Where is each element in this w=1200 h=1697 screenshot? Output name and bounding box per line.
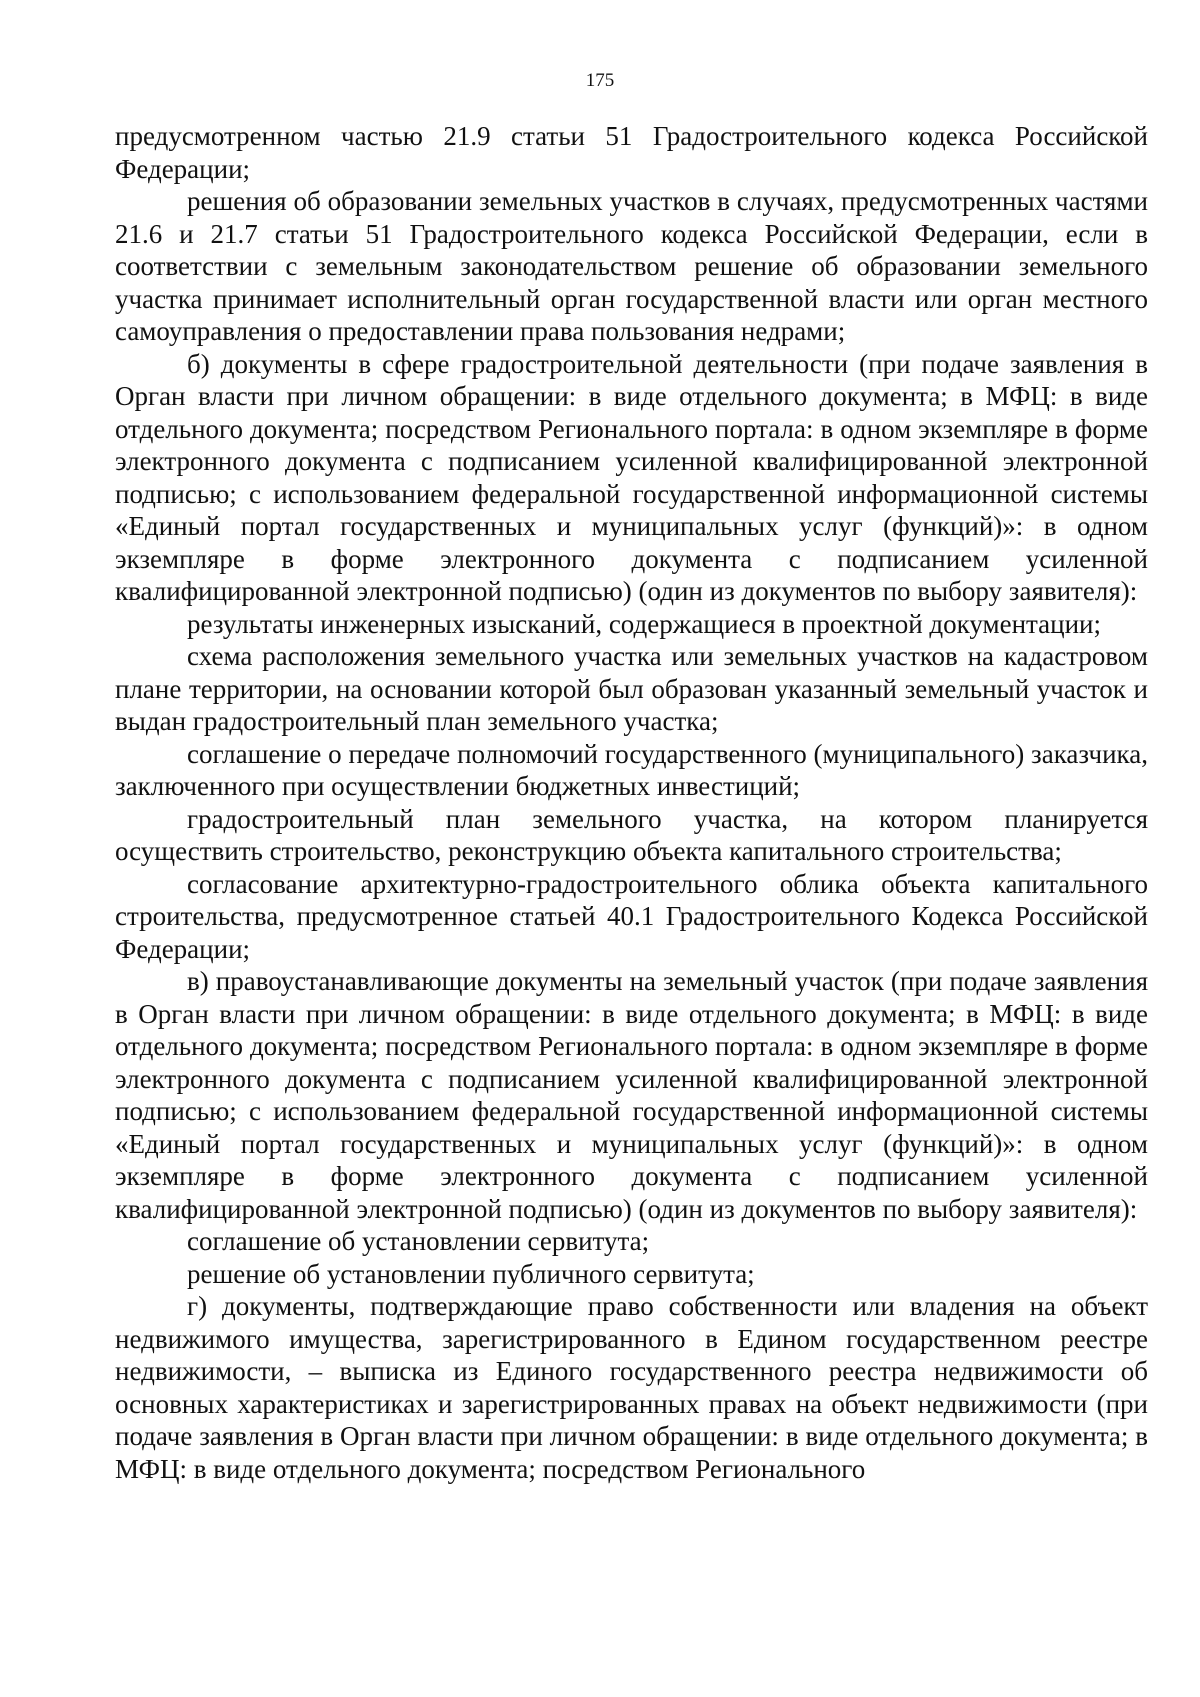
paragraph-engineering-surveys: результаты инженерных изысканий, содержащиеся в проектной документации; xyxy=(187,608,1102,639)
document-body xyxy=(115,120,1148,1485)
paragraph-architectural-approval: согласование архитектурно-градостроительного облика объекта капитального строительства, предусмотренное статьей 40.1 Градостроительного Кодекса Российской Федерации; xyxy=(115,868,1148,964)
paragraph-public-servitude: решение об установлении публичного сервитута; xyxy=(187,1258,755,1289)
paragraph-land-plot-scheme: схема расположения земельного участка или земельных участков на кадастровом плане территории, на основании которой был образован указанный земельный участок и выдан градостроительный план земельного участка; xyxy=(115,641,1148,736)
paragraph-servitude-agreement: соглашение об установлении сервитута; xyxy=(187,1226,650,1256)
paragraph-land-plot-decisions: решения об образовании земельных участков в случаях, предусмотренных частями 21.6 и 21.7 статьи 51 Градостроительного кодекса Российской Федерации, если в соответствии с земельным законодательством решение об образовании земельного участка принимает исполнительный орган государственной власти или орган местного самоуправления о предоставлении права пользования недрами; xyxy=(115,186,1148,346)
paragraph-continuation: предусмотренном частью 21.9 статьи 51 Градостроительного кодекса Российской Федерации; xyxy=(115,121,1148,184)
page-number: 175 xyxy=(585,70,615,91)
paragraph-item-v: в) правоустанавливающие документы на земельный участок (при подаче заявления в Орган власти при личном обращении: в виде отдельного документа; в МФЦ: в виде отдельного документа; посредством Регионального портала: в одном экземпляре в форме электронного документа с подписанием усиленной квалифицированной электронной подписью; с использованием федеральной государственной информационной системы «Единый портал государственных и муниципальных услуг (функций)»: в одном экземпляре в форме электронного документа с подписанием усиленной квалифицированной электронной подписью) (один из документов по выбору заявителя): xyxy=(115,966,1148,1224)
paragraph-item-g: г) документы, подтверждающие право собственности или владения на объект недвижимого имущества, зарегистрированного в Едином государственном реестре недвижимости, – выписка из Единого государственного реестра недвижимости об основных характеристиках и зарегистрированных правах на объект недвижимости (при подаче заявления в Орган власти при личном обращении: в виде отдельного документа; в МФЦ: в виде отдельного документа; посредством Регионального xyxy=(115,1291,1148,1484)
paragraph-powers-transfer-agreement: соглашение о передаче полномочий государственного (муниципального) заказчика, заключенного при осуществлении бюджетных инвестиций; xyxy=(115,738,1148,801)
paragraph-item-b: б) документы в сфере градостроительной деятельности (при подаче заявления в Орган власти при личном обращении: в виде отдельного документа; в МФЦ: в виде отдельного документа; посредством Регионального портала: в одном экземпляре в форме электронного документа с подписанием усиленной квалифицированной электронной подписью; с использованием федеральной государственной информационной системы «Единый портал государственных и муниципальных услуг (функций)»: в одном экземпляре в форме электронного документа с подписанием усиленной квалифицированной электронной подписью) (один из документов по выбору заявителя): xyxy=(115,348,1148,606)
paragraph-urban-plan: градостроительный план земельного участка, на котором планируется осуществить строительство, реконструкцию объекта капитального строительства; xyxy=(115,803,1148,866)
